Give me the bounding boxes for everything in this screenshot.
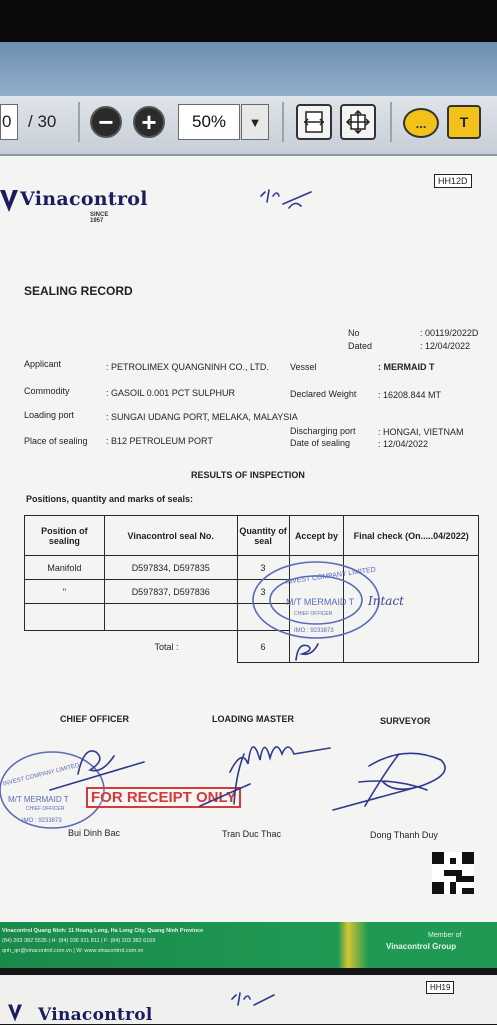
no-value: : 00119/2022D xyxy=(420,328,479,338)
fit-page-button[interactable] xyxy=(296,104,332,140)
total-label: Total : xyxy=(154,641,179,652)
stamp-imo-text: IMO : 9233873 xyxy=(294,628,334,634)
cell-quantity: 3 xyxy=(237,580,289,604)
footer-address: Vinacontrol Quang Ninh: 11 Hoang Long, Ha Long City, Quang Ninh Province xyxy=(2,928,204,934)
surveyor-signature xyxy=(325,742,455,816)
page-total-label: / 30 xyxy=(28,112,57,131)
window-frame xyxy=(0,42,497,96)
no-label: No xyxy=(348,328,360,338)
handwritten-initials xyxy=(255,182,315,216)
page-tag: HH12D xyxy=(434,174,472,188)
document-title: SEALING RECORD xyxy=(24,284,133,298)
footer-member-group: Vinacontrol Group xyxy=(386,942,457,951)
cell-quantity: 3 xyxy=(237,556,289,580)
total-value: 6 xyxy=(237,631,289,663)
chief-officer-name: Bui Dinh Bac xyxy=(68,828,121,838)
comment-icon: ... xyxy=(415,115,427,131)
expand-icon xyxy=(346,110,370,134)
chief-officer-label: CHIEF OFFICER xyxy=(60,714,129,724)
place-of-sealing-value: : B12 PETROLEUM PORT xyxy=(106,436,213,446)
page-tag: HH19 xyxy=(426,981,454,994)
cell-seal-no: D597834, D597835 xyxy=(104,556,237,580)
surveyor-name: Dong Thanh Duy xyxy=(370,830,438,840)
vessel-label: Vessel xyxy=(290,362,317,372)
declared-weight-value: : 16208.844 MT xyxy=(378,390,442,400)
for-receipt-only-stamp: FOR RECEIPT ONLY xyxy=(86,787,241,808)
loading-port-value: : SUNGAI UDANG PORT, MELAKA, MALAYSIA xyxy=(106,412,298,422)
place-of-sealing-label: Place of sealing xyxy=(24,436,88,446)
header-final-check: Final check (On.....04/2022) xyxy=(344,516,479,556)
declared-weight-label: Declared Weight xyxy=(290,389,357,399)
applicant-value: : PETROLIMEX QUANGNINH CO., LTD. xyxy=(106,362,269,372)
date-of-sealing-label: Date of sealing xyxy=(290,438,351,448)
highlight-pen-icon: T xyxy=(459,114,469,130)
chevron-down-icon: ▼ xyxy=(248,114,262,130)
footer-phones: (84) 203 382 5535 | H: (84) 936 911 811 | F: (84) 203 382 6169 xyxy=(2,938,156,944)
accept-signature xyxy=(292,638,322,664)
handwritten-initials xyxy=(228,989,278,1011)
date-of-sealing-value: : 12/04/2022 xyxy=(378,439,429,449)
fit-width-button[interactable] xyxy=(340,104,376,140)
loading-master-signature xyxy=(190,724,340,814)
logo-mark-icon xyxy=(0,188,20,214)
loading-master-name: Tran Duc Thac xyxy=(222,829,282,839)
logo-name: Vinacontrol xyxy=(20,188,148,210)
footer-member-label: Member of xyxy=(428,932,462,939)
loading-port-label: Loading port xyxy=(24,410,75,420)
zoom-out-button[interactable]: − xyxy=(90,106,122,138)
comment-button[interactable] xyxy=(403,108,439,138)
zoom-dropdown-button[interactable] xyxy=(241,104,269,140)
vessel-seal-stamp xyxy=(250,560,384,642)
stamp-role-text: CHIEF OFFICER xyxy=(294,611,333,617)
stamp-imo-text: IMO : 9233873 xyxy=(22,818,62,824)
stamp-ring-text: INVEST COMPANY LIMITED xyxy=(2,762,81,788)
commodity-label: Commodity xyxy=(24,386,70,396)
logo-since: SINCE 1957 xyxy=(90,212,109,224)
header-seal-no: Vinacontrol seal No. xyxy=(104,516,237,556)
zoom-in-button[interactable]: + xyxy=(133,106,165,138)
toolbar-separator xyxy=(390,102,392,142)
results-heading: RESULTS OF INSPECTION xyxy=(191,470,305,480)
stamp-ring-text: INVEST COMPANY LIMITED xyxy=(284,566,377,587)
qr-code-icon xyxy=(432,852,474,894)
header-position: Position of sealing xyxy=(25,516,105,556)
stamp-role-text: CHIEF OFFICER xyxy=(26,806,65,812)
zoom-level-field[interactable]: 50% xyxy=(178,104,240,140)
footer-email: qnh_qn@vinacontrol.com.vn | W: www.vinacontrol.com.vn xyxy=(2,948,144,954)
toolbar-separator xyxy=(282,102,284,142)
cell-position: Manifold xyxy=(25,556,105,580)
header-quantity: Quantity of seal xyxy=(237,516,289,556)
discharging-port-value: : HONGAI, VIETNAM xyxy=(378,427,464,437)
loading-master-label: LOADING MASTER xyxy=(212,714,294,724)
positions-heading: Positions, quantity and marks of seals: xyxy=(26,494,194,504)
fit-page-icon xyxy=(302,110,326,134)
toolbar-separator xyxy=(78,102,80,142)
dated-label: Dated xyxy=(348,341,373,351)
dated-value: : 12/04/2022 xyxy=(420,341,471,351)
page-number-input[interactable]: 0 xyxy=(0,104,18,140)
logo-mark-icon xyxy=(6,1003,24,1023)
next-document-page xyxy=(0,975,497,1024)
vessel-value: : MERMAID T xyxy=(378,362,435,372)
stamp-vessel-text: M/T MERMAID T xyxy=(286,597,355,607)
screen-bezel xyxy=(0,0,497,42)
commodity-value: : GASOIL 0.001 PCT SULPHUR xyxy=(106,388,236,398)
cell-position: " xyxy=(25,580,105,604)
applicant-label: Applicant xyxy=(24,359,62,369)
cell-seal-no: D597837, D597836 xyxy=(104,580,237,604)
logo-name: Vinacontrol xyxy=(38,1005,153,1025)
discharging-port-label: Discharging port xyxy=(290,426,356,436)
header-accept-by: Accept by xyxy=(289,516,344,556)
stamp-vessel-text: M/T MERMAID T xyxy=(8,795,69,804)
surveyor-label: SURVEYOR xyxy=(380,716,431,726)
final-check-note: Intact xyxy=(368,594,404,608)
highlight-text-button[interactable] xyxy=(447,105,481,139)
